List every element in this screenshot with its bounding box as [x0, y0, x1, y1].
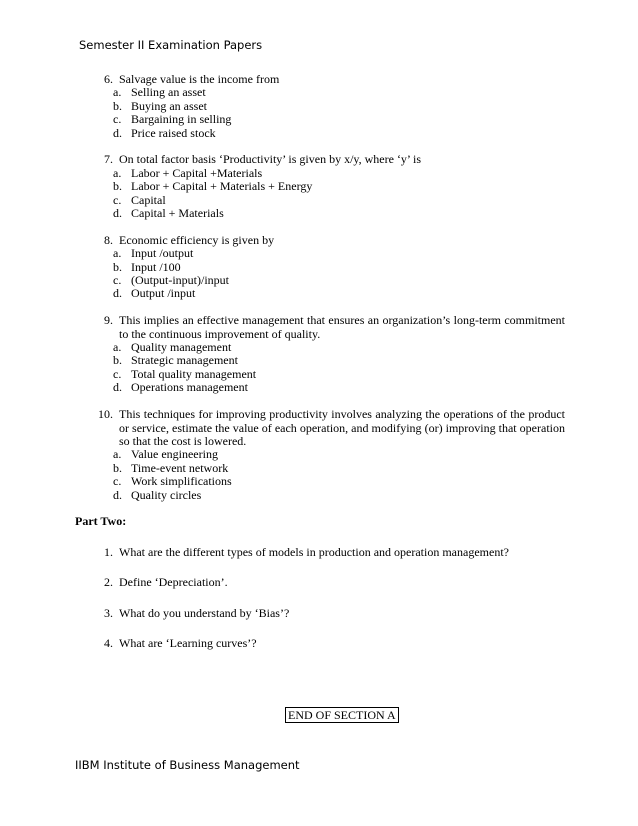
option-d: d. Price raised stock: [113, 125, 216, 140]
question-text: What are ‘Learning curves’?: [119, 635, 257, 650]
option-b: b. Input /100: [113, 259, 181, 274]
question-number: 1.: [104, 544, 113, 559]
option-d: d. Capital + Materials: [113, 206, 224, 221]
option-a: a. Quality management: [113, 340, 232, 355]
option-b: b. Buying an asset: [113, 98, 207, 113]
option-a: a. Selling an asset: [113, 85, 206, 100]
option-b: b. Strategic management: [113, 353, 238, 368]
option-c: c. (Output-input)/input: [113, 273, 229, 288]
page-header: Semester II Examination Papers: [79, 38, 263, 52]
option-d: d. Operations management: [113, 380, 248, 395]
question-text: What do you understand by ‘Bias’?: [119, 605, 290, 620]
end-of-section-marker: END OF SECTION A: [285, 707, 399, 723]
part-two-question-2: [75, 576, 565, 589]
question-9: [75, 314, 565, 394]
question-number: 4.: [104, 635, 113, 650]
option-c: c. Bargaining in selling: [113, 112, 232, 127]
question-text: Economic efficiency is given by: [119, 232, 275, 247]
question-number: 8.: [104, 232, 113, 247]
option-b: b. Time-event network: [113, 460, 229, 475]
question-number: 3.: [104, 605, 113, 620]
question-text: Define ‘Depreciation’.: [119, 575, 228, 590]
option-c: c. Total quality management: [113, 366, 257, 381]
option-d: d. Output /input: [113, 286, 196, 301]
question-number: 7.: [104, 152, 113, 167]
question-text: What are the different types of models in production and operation management?: [119, 544, 509, 559]
question-text: This techniques for improving productivity involves analyzing the operations of the product or service, estimate the value of each operation, and modifying (or) improving that operation so that the cost is lowered.: [119, 407, 565, 448]
option-b: b. Labor + Capital + Materials + Energy: [113, 179, 313, 194]
part-two-question-1: [75, 546, 565, 559]
option-a: a. Value engineering: [113, 447, 218, 462]
question-text: Salvage value is the income from: [119, 72, 280, 86]
question-number: 2.: [104, 575, 113, 590]
part-two-question-3: [75, 607, 565, 620]
question-number: 9.: [104, 313, 113, 328]
option-a: a. Input /output: [113, 246, 194, 261]
part-two-heading: Part Two:: [75, 514, 127, 529]
question-text: On total factor basis ‘Productivity’ is given by x/y, where ‘y’ is: [119, 152, 422, 167]
part-two-question-4: [75, 637, 565, 650]
exam-content: [75, 73, 565, 667]
question-7: [75, 153, 565, 220]
option-d: d. Quality circles: [113, 487, 202, 502]
page-footer: IIBM Institute of Business Management: [75, 758, 300, 772]
question-number: 6.: [104, 72, 113, 86]
option-a: a. Labor + Capital +Materials: [113, 165, 263, 180]
question-number: 10.: [98, 407, 113, 422]
question-text: This implies an effective management that ensures an organization’s long-term commitment to the continuous improvement of quality.: [119, 313, 565, 341]
question-10: [75, 408, 565, 502]
question-8: [75, 234, 565, 301]
question-6: [75, 73, 565, 140]
option-c: c. Capital: [113, 192, 166, 207]
option-c: c. Work simplifications: [113, 474, 232, 489]
